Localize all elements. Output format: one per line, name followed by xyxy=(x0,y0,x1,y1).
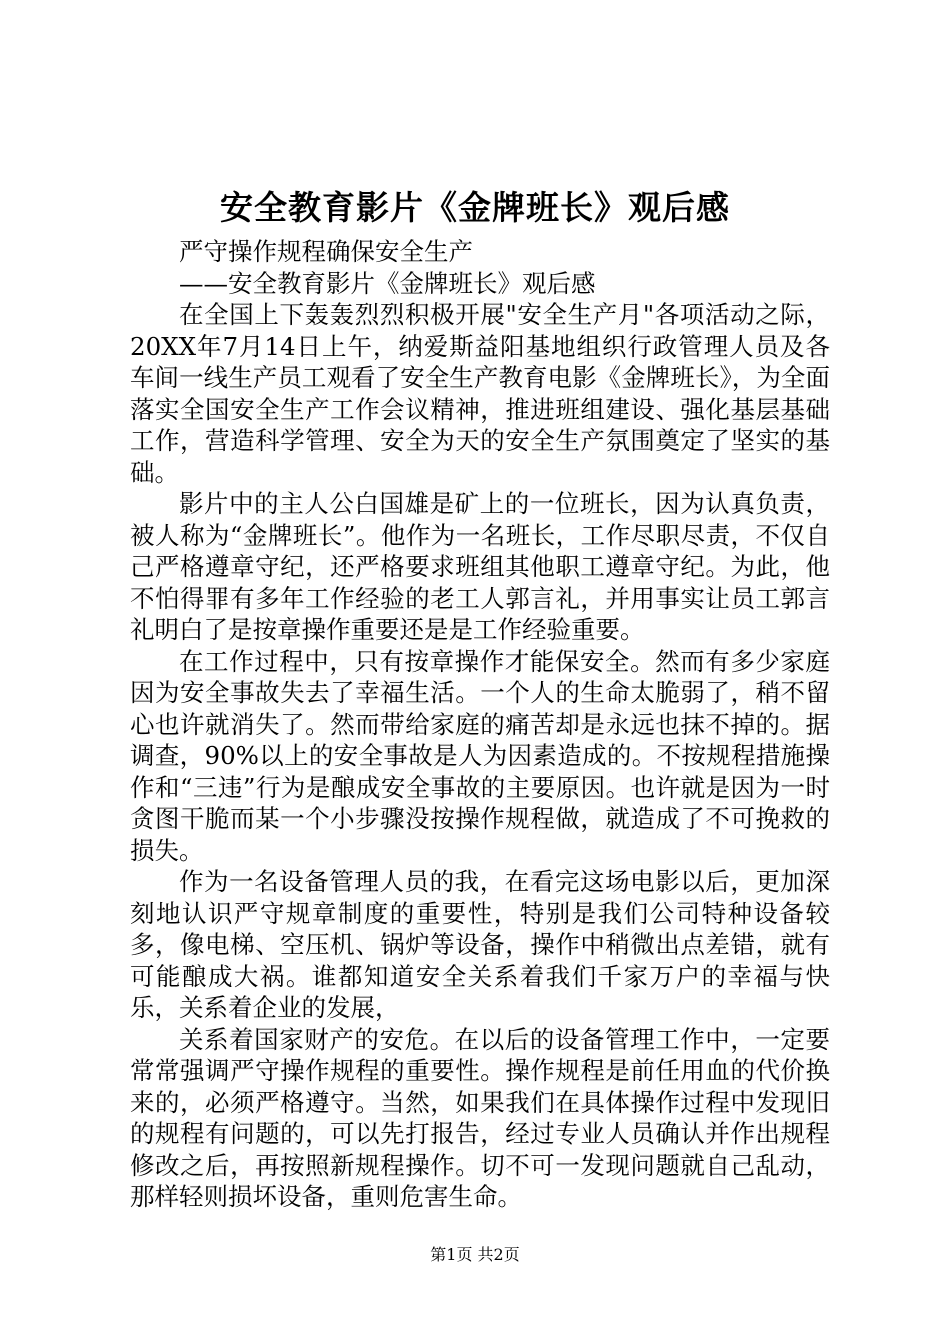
body-paragraph: 关系着国家财产的安危。在以后的设备管理工作中，一定要常常强调严守操作规程的重要性。操作规程是前任用血的代价换来的，必须严格遵守。当然，如果我们在具体操作过程中发现旧的规程有问题的，可以先打报告，经过专业人员确认并作出规程修改之后，再按照新规程操作。切不可一发现问题就自己乱动，那样轻则损坏设备，重则危害生命。 xyxy=(130,1024,830,1211)
body-paragraph: 在全国上下轰轰烈烈积极开展"安全生产月"各项活动之际，20XX年7月14日上午，纳爱斯益阳基地组织行政管理人员及各车间一线生产员工观看了安全生产教育电影《金牌班长》，为全面落实全国安全生产工作会议精神，推进班组建设、强化基层基础工作，营造科学管理、安全为天的安全生产氛围奠定了坚实的基础。 xyxy=(130,300,830,487)
page-number-footer: 第1页 共2页 xyxy=(430,1245,520,1264)
body-paragraph: 作为一名设备管理人员的我，在看完这场电影以后，更加深刻地认识严守规章制度的重要性，特别是我们公司特种设备较多，像电梯、空压机、锅炉等设备，操作中稍微出点差错，就有可能酿成大祸。谁都知道安全关系着我们千家万户的幸福与快乐，关系着企业的发展， xyxy=(130,867,830,1022)
subtitle-line: ——安全教育影片《金牌班长》观后感 xyxy=(179,268,596,298)
body-paragraph: 影片中的主人公白国雄是矿上的一位班长，因为认真负责，被人称为“金牌班长”。他作为一名班长，工作尽职尽责，不仅自己严格遵章守纪，还严格要求班组其他职工遵章守纪。为此，他不怕得罪有多年工作经验的老工人郭言礼，并用事实让员工郭言礼明白了是按章操作重要还是是工作经验重要。 xyxy=(130,489,830,644)
document-body xyxy=(130,236,830,1213)
document-title: 安全教育影片《金牌班长》观后感 xyxy=(220,188,730,227)
body-paragraph: 在工作过程中，只有按章操作才能保安全。然而有多少家庭因为安全事故失去了幸福生活。一个人的生命太脆弱了，稍不留心也许就消失了。然而带给家庭的痛苦却是永远也抹不掉的。据调查，90%以上的安全事故是人为因素造成的。不按规程措施操作和“三违”行为是酿成安全事故的主要原因。也许就是因为一时贪图干脆而某一个小步骤没按操作规程做，就造成了不可挽救的损失。 xyxy=(130,646,830,865)
subtitle-line: 严守操作规程确保安全生产 xyxy=(179,237,473,266)
